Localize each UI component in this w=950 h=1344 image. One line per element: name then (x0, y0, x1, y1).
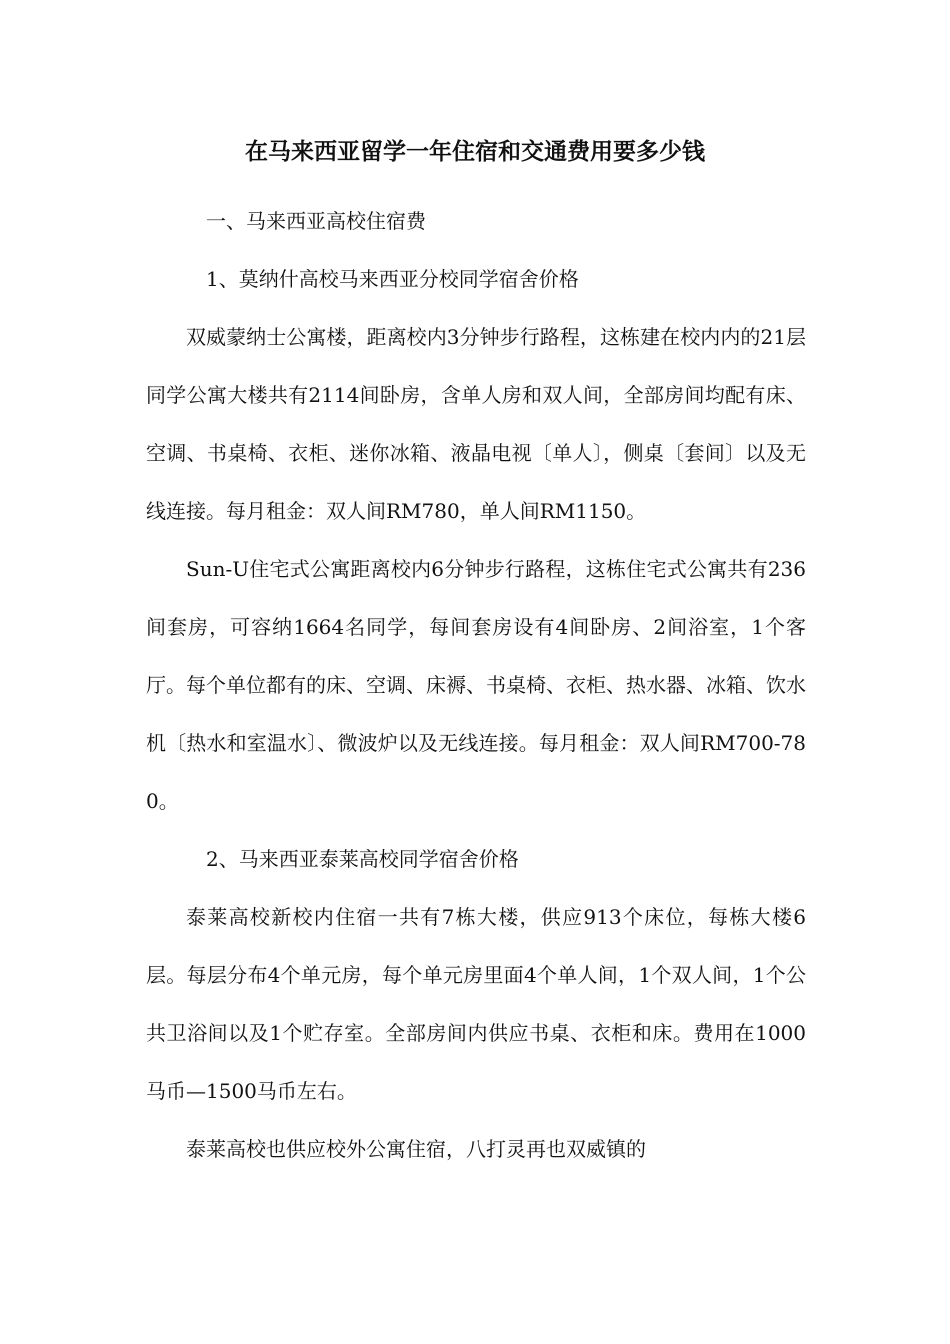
document-title: 在马来西亚留学一年住宿和交通费用要多少钱 (245, 139, 705, 165)
body-paragraph: 双威蒙纳士公寓楼，距离校内3分钟步行路程，这栋建在校内内的21层同学公寓大楼共有2114间卧房，含单人房和双人间，全部房间均配有床、空调、书桌椅、衣柜、迷你冰箱、液晶电视〔单人〕，侧桌〔套间〕以及无线连接。每月租金：双人间RM780，单人间RM1150。 (146, 325, 806, 523)
body-paragraph: 泰莱高校也供应校外公寓住宿，八打灵再也双威镇的 (186, 1137, 646, 1161)
section-heading: 一、马来西亚高校住宿费 (206, 209, 426, 233)
document-body (146, 192, 806, 1178)
subsection-heading: 1、莫纳什高校马来西亚分校同学宿舍价格 (206, 267, 579, 291)
body-paragraph: 泰莱高校新校内住宿一共有7栋大楼，供应913个床位，每栋大楼6层。每层分布4个单元房，每个单元房里面4个单人间，1个双人间，1个公共卫浴间以及1个贮存室。全部房间内供应书桌、衣柜和床。费用在1000马币—1500马币左右。 (146, 905, 806, 1103)
subsection-heading: 2、马来西亚泰莱高校同学宿舍价格 (206, 847, 519, 871)
body-paragraph: Sun-U住宅式公寓距离校内6分钟步行路程，这栋住宅式公寓共有236间套房，可容纳1664名同学，每间套房设有4间卧房、2间浴室，1个客厅。每个单位都有的床、空调、床褥、书桌椅、衣柜、热水器、冰箱、饮水机〔热水和室温水〕、微波炉以及无线连接。每月租金：双人间RM700-780。 (146, 557, 806, 813)
